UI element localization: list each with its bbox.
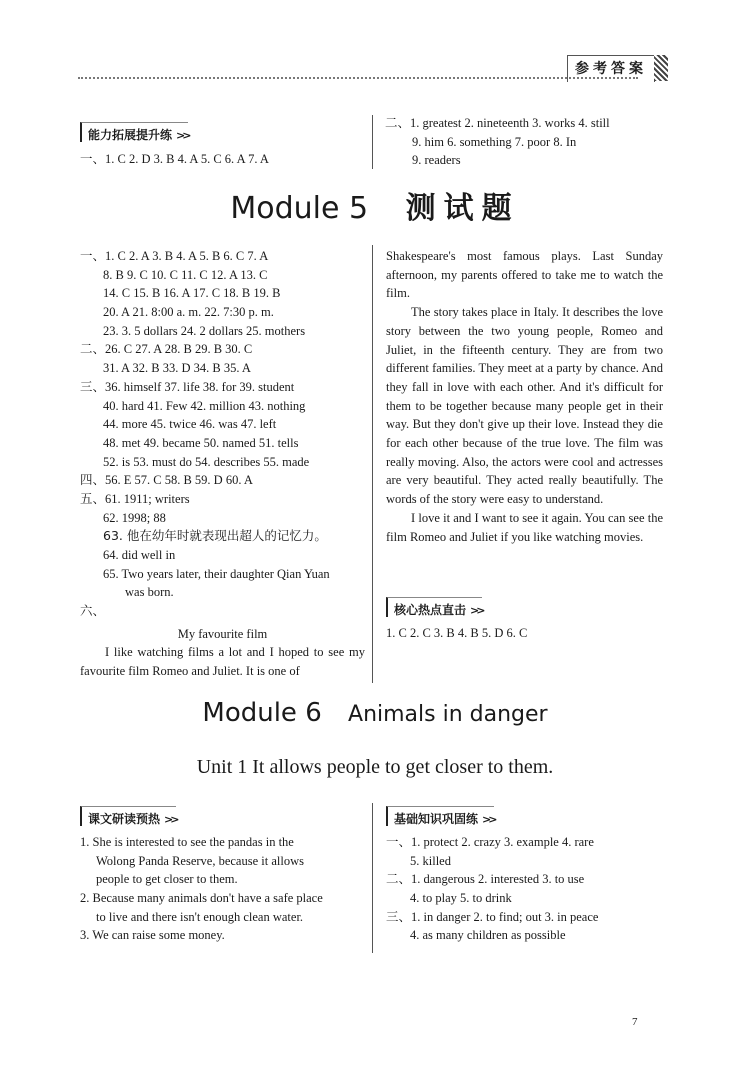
- column-divider-top: [372, 115, 373, 169]
- section-label-ability: [80, 122, 188, 142]
- module5-title-cn: 测试题: [405, 191, 520, 226]
- answer-line: 1. She is interested to see the pandas in the: [80, 835, 294, 849]
- answer-line: 48. met 49. became 50. named 51. tells: [103, 435, 299, 450]
- section-label-basic-knowledge: [386, 806, 494, 826]
- answer-line: 三、36. himself 37. life 38. for 39. student: [80, 379, 295, 394]
- answer-line: Wolong Panda Reserve, because it allows: [96, 853, 304, 868]
- answer-line: 44. more 45. twice 46. was 47. left: [103, 417, 277, 432]
- text-study-answers: [80, 833, 323, 945]
- section-label-text: 课文研读预热: [88, 812, 161, 826]
- answer-line: was born.: [125, 585, 174, 600]
- answer-line: 64. did well in: [103, 548, 176, 562]
- answer-line: 四、56. E 57. C 58. B 59. D 60. A: [80, 473, 253, 488]
- section-label-text: 基础知识巩固练: [394, 812, 479, 826]
- answer-line: 4. to play 5. to drink: [410, 891, 512, 906]
- essay-right-column: [386, 247, 663, 546]
- essay-paragraph: I love it and I want to see it again. You can see the film Romeo and Juliet if you like watching movies.: [386, 510, 663, 544]
- ability-answers: 一、1. C 2. D 3. B 4. A 5. C 6. A 7. A: [80, 152, 269, 166]
- answer-line: 4. as many children as possible: [410, 928, 566, 943]
- answer-line: 65. Two years later, their daughter Qian Yuan: [103, 566, 330, 581]
- module5-title: [0, 183, 750, 227]
- section-label-hotspot: [386, 597, 482, 617]
- answer-line: 20. A 21. 8:00 a. m. 22. 7:30 p. m.: [103, 305, 274, 320]
- answer-line: 二、1. greatest 2. nineteenth 3. works 4. still: [385, 116, 610, 130]
- double-chevron-icon: >>: [164, 813, 177, 826]
- essay-paragraph: I like watching films a lot and I hoped to see my favourite film Romeo and Juliet. It is one of: [80, 645, 365, 678]
- essay-paragraph-left: [80, 643, 365, 680]
- essay-paragraph: Shakespeare's most famous plays. Last Sunday afternoon, my parents offered to take me to watch the film.: [386, 249, 663, 301]
- module6-title: [0, 698, 750, 728]
- answer-line: 2. Because many animals don't have a safe place: [80, 891, 323, 906]
- column-divider-module6: [372, 803, 373, 953]
- answer-line: 五、61. 1911; writers: [80, 491, 190, 506]
- answer-line: 23. 3. 5 dollars 24. 2 dollars 25. mothers: [103, 323, 306, 338]
- answer-line: people to get closer to them.: [96, 872, 238, 887]
- column-divider-module5: [372, 245, 373, 683]
- section-label-text: 核心热点直击: [394, 603, 467, 617]
- header-dotted-rule: [78, 77, 638, 79]
- tab-hatch-decoration: [654, 55, 668, 81]
- hotspot-answers: 1. C 2. C 3. B 4. B 5. D 6. C: [386, 626, 528, 640]
- answer-line: 31. A 32. B 33. D 34. B 35. A: [103, 361, 251, 376]
- essay-paragraph: The story takes place in Italy. It describes the love story between the two young people, Romeo and Juliet, in the fifteenth century. They are from two different families. They meet at a party by chance. And they fall in love with each other. And it's difficult for them to be together because many people get in their way. But they don't give up their love. Instead they die for each other because of the true love. The film was really moving. Also, the actors were cool and actresses are very beautiful. They acted really beautifully. The words of the story were easy to understand.: [386, 305, 663, 507]
- answer-line: 40. hard 41. Few 42. million 43. nothing: [103, 398, 306, 413]
- unit1-title: Unit 1 It allows people to get closer to them.: [196, 756, 554, 778]
- basic-knowledge-answers: [386, 833, 598, 945]
- top-right-answers: [385, 114, 610, 170]
- answer-line: to live and there isn't enough clean water.: [96, 909, 304, 924]
- answer-line: 14. C 15. B 16. A 17. C 18. B 19. B: [103, 286, 281, 301]
- double-chevron-icon: >>: [482, 813, 495, 826]
- answer-line: 六、: [80, 604, 106, 619]
- answer-line: 三、1. in danger 2. to find; out 3. in peace: [386, 909, 599, 924]
- module6-title-en: Module 6: [202, 698, 322, 728]
- answer-line: 一、1. protect 2. crazy 3. example 4. rare: [386, 835, 594, 849]
- module5-left-answers: [80, 247, 330, 621]
- answer-line: 63. 他在幼年时就表现出超人的记忆力。: [103, 528, 327, 544]
- answer-line: 9. him 6. something 7. poor 8. In: [412, 134, 577, 149]
- section-label-text: 能力拓展提升练: [88, 128, 173, 142]
- section-label-text-study: [80, 806, 176, 826]
- answer-line: 5. killed: [410, 853, 451, 868]
- double-chevron-icon: >>: [470, 604, 483, 617]
- answer-line: 一、1. C 2. A 3. B 4. A 5. B 6. C 7. A: [80, 249, 269, 263]
- answer-line: 52. is 53. must do 54. describes 55. made: [103, 454, 310, 469]
- answer-line: 9. readers: [412, 153, 461, 168]
- double-chevron-icon: >>: [176, 129, 189, 142]
- essay-title: My favourite film: [177, 627, 268, 641]
- module5-title-en: Module 5: [230, 191, 369, 226]
- module6-subtitle: Animals in danger: [348, 702, 548, 727]
- answer-line: 二、26. C 27. A 28. B 29. B 30. C: [80, 342, 253, 357]
- answer-line: 8. B 9. C 10. C 11. C 12. A 13. C: [103, 267, 268, 282]
- answer-line: 62. 1998; 88: [103, 510, 166, 525]
- answer-line: 二、1. dangerous 2. interested 3. to use: [386, 872, 585, 887]
- answer-key-tab: 参考答案: [567, 55, 655, 82]
- answer-line: 3. We can raise some money.: [80, 928, 225, 943]
- page-number: 7: [632, 1016, 638, 1028]
